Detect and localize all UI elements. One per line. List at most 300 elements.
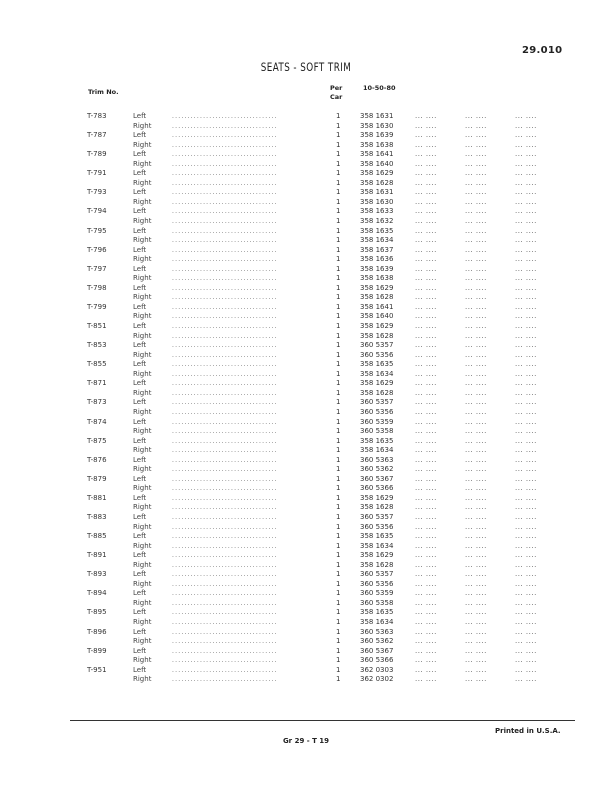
leader-dots: .................................. [172,408,278,416]
parts-table [0,112,612,685]
part-number: 358 1638 [360,140,394,149]
side-label: Right [133,656,152,665]
trim-number: T-893 [87,570,107,579]
part-number: 360 5366 [360,484,394,493]
leader-dots: .................................. [172,647,278,655]
side-label: Left [133,283,147,292]
blank-entry: ... .... [515,417,537,426]
blank-entry: ... .... [415,112,437,120]
quantity-per-car: 1 [336,302,341,311]
leader-dots: .................................. [172,198,278,206]
table-row [0,427,612,437]
blank-entry: ... .... [415,159,437,168]
blank-entry: ... .... [415,627,437,636]
part-number: 358 1635 [360,436,394,445]
blank-entry: ... .... [515,551,537,560]
part-number: 358 1629 [360,379,394,388]
blank-entry: ... .... [515,274,537,283]
blank-entry: ... .... [515,484,537,493]
table-row [0,160,612,170]
quantity-per-car: 1 [336,656,341,665]
blank-entry: ... .... [415,322,437,331]
leader-dots: .................................. [172,399,278,407]
blank-entry: ... .... [515,608,537,617]
blank-entry: ... .... [415,532,437,541]
table-row [0,284,612,294]
blank-entry: ... .... [465,398,487,407]
trim-number: T-851 [87,322,107,331]
blank-entry: ... .... [415,446,437,455]
trim-number: T-875 [87,436,107,445]
leader-dots: .................................. [172,504,278,512]
blank-entry: ... .... [415,417,437,426]
blank-entry: ... .... [465,159,487,168]
page-number: 29.010 [522,45,563,56]
blank-entry: ... .... [465,446,487,455]
blank-entry: ... .... [415,379,437,388]
blank-entry: ... .... [515,446,537,455]
part-number: 360 5356 [360,579,394,588]
side-label: Right [133,369,152,378]
part-number: 358 1630 [360,197,394,206]
leader-dots: .................................. [172,485,278,493]
table-row [0,608,612,618]
blank-entry: ... .... [415,617,437,626]
blank-entry: ... .... [465,493,487,502]
side-label: Right [133,675,152,684]
quantity-per-car: 1 [336,608,341,617]
quantity-per-car: 1 [336,503,341,512]
blank-entry: ... .... [415,570,437,579]
quantity-per-car: 1 [336,341,341,350]
blank-entry: ... .... [515,379,537,388]
part-number: 358 1629 [360,169,394,178]
trim-number: T-799 [87,302,107,311]
table-row [0,628,612,638]
part-number: 362 0302 [360,675,394,684]
column-header-per-car [330,84,342,102]
leader-dots: .................................. [172,284,278,292]
blank-entry: ... .... [465,532,487,541]
table-row [0,666,612,676]
quantity-per-car: 1 [336,150,341,159]
table-row [0,379,612,389]
table-row [0,370,612,380]
blank-entry: ... .... [415,178,437,187]
blank-entry: ... .... [465,350,487,359]
quantity-per-car: 1 [336,598,341,607]
quantity-per-car: 1 [336,226,341,235]
table-row [0,418,612,428]
leader-dots: .................................. [172,218,278,226]
side-label: Left [133,646,147,655]
leader-dots: .................................. [172,303,278,311]
blank-entry: ... .... [515,283,537,292]
blank-entry: ... .... [465,150,487,159]
leader-dots: .................................. [172,542,278,550]
blank-entry: ... .... [465,217,487,226]
blank-entry: ... .... [515,293,537,302]
table-row [0,112,612,122]
blank-entry: ... .... [515,178,537,187]
quantity-per-car: 1 [336,637,341,646]
part-number: 360 5363 [360,627,394,636]
side-label: Right [133,312,152,321]
side-label: Left [133,207,147,216]
part-number: 360 5357 [360,512,394,521]
blank-entry: ... .... [465,637,487,646]
blank-entry: ... .... [415,369,437,378]
table-row [0,322,612,332]
part-number: 358 1636 [360,255,394,264]
part-number: 360 5359 [360,417,394,426]
blank-entry: ... .... [415,331,437,340]
blank-entry: ... .... [415,245,437,254]
table-row [0,513,612,523]
table-row [0,523,612,533]
quantity-per-car: 1 [336,427,341,436]
leader-dots: .................................. [172,494,278,502]
leader-dots: .................................. [172,571,278,579]
blank-entry: ... .... [515,665,537,674]
blank-entry: ... .... [515,159,537,168]
side-label: Left [133,417,147,426]
table-row [0,446,612,456]
part-number: 358 1634 [360,369,394,378]
trim-number: T-895 [87,608,107,617]
table-row [0,437,612,447]
blank-entry: ... .... [465,646,487,655]
leader-dots: .................................. [172,523,278,531]
part-number: 360 5362 [360,465,394,474]
quantity-per-car: 1 [336,522,341,531]
leader-dots: .................................. [172,418,278,426]
side-label: Right [133,465,152,474]
blank-entry: ... .... [515,264,537,273]
blank-entry: ... .... [515,312,537,321]
table-row [0,589,612,599]
trim-number: T-879 [87,474,107,483]
trim-number: T-885 [87,532,107,541]
part-number: 360 5356 [360,407,394,416]
trim-number: T-793 [87,188,107,197]
blank-entry: ... .... [515,398,537,407]
blank-entry: ... .... [415,226,437,235]
blank-entry: ... .... [515,646,537,655]
table-row [0,246,612,256]
blank-entry: ... .... [515,197,537,206]
side-label: Left [133,436,147,445]
blank-entry: ... .... [515,455,537,464]
blank-entry: ... .... [515,217,537,226]
side-label: Right [133,579,152,588]
table-row [0,637,612,647]
quantity-per-car: 1 [336,350,341,359]
leader-dots: .................................. [172,265,278,273]
side-label: Right [133,388,152,397]
leader-dots: .................................. [172,389,278,397]
part-number: 358 1628 [360,503,394,512]
side-label: Left [133,226,147,235]
side-label: Left [133,379,147,388]
table-row [0,198,612,208]
side-label: Right [133,637,152,646]
blank-entry: ... .... [415,274,437,283]
blank-entry: ... .... [415,207,437,216]
part-number: 358 1633 [360,207,394,216]
blank-entry: ... .... [515,207,537,216]
blank-entry: ... .... [415,264,437,273]
blank-entry: ... .... [415,579,437,588]
quantity-per-car: 1 [336,570,341,579]
table-row [0,503,612,513]
quantity-per-car: 1 [336,159,341,168]
side-label: Left [133,570,147,579]
quantity-per-car: 1 [336,178,341,187]
table-row [0,122,612,132]
blank-entry: ... .... [465,465,487,474]
blank-entry: ... .... [465,512,487,521]
blank-entry: ... .... [415,350,437,359]
blank-entry: ... .... [515,541,537,550]
part-number: 358 1635 [360,532,394,541]
blank-entry: ... .... [515,532,537,541]
leader-dots: .................................. [172,428,278,436]
leader-dots: .................................. [172,580,278,588]
side-label: Right [133,350,152,359]
part-number: 360 5357 [360,341,394,350]
blank-entry: ... .... [465,608,487,617]
side-label: Left [133,169,147,178]
blank-entry: ... .... [415,398,437,407]
part-number: 358 1641 [360,150,394,159]
trim-number: T-796 [87,245,107,254]
table-row [0,494,612,504]
quantity-per-car: 1 [336,512,341,521]
leader-dots: .................................. [172,294,278,302]
blank-entry: ... .... [415,255,437,264]
trim-number: T-881 [87,493,107,502]
blank-entry: ... .... [415,522,437,531]
blank-entry: ... .... [415,455,437,464]
leader-dots: .................................. [172,361,278,369]
leader-dots: .................................. [172,208,278,216]
leader-dots: .................................. [172,256,278,264]
blank-entry: ... .... [415,197,437,206]
quantity-per-car: 1 [336,579,341,588]
blank-entry: ... .... [415,675,437,684]
blank-entry: ... .... [415,608,437,617]
blank-entry: ... .... [465,302,487,311]
quantity-per-car: 1 [336,407,341,416]
part-number: 358 1628 [360,388,394,397]
quantity-per-car: 1 [336,322,341,331]
trim-number: T-874 [87,417,107,426]
table-row [0,274,612,284]
leader-dots: .................................. [172,332,278,340]
blank-entry: ... .... [465,341,487,350]
part-number: 360 5358 [360,427,394,436]
blank-entry: ... .... [515,369,537,378]
quantity-per-car: 1 [336,675,341,684]
leader-dots: .................................. [172,552,278,560]
leader-dots: .................................. [172,676,278,684]
quantity-per-car: 1 [336,436,341,445]
blank-entry: ... .... [515,560,537,569]
blank-entry: ... .... [415,503,437,512]
blank-entry: ... .... [465,274,487,283]
side-label: Right [133,236,152,245]
quantity-per-car: 1 [336,217,341,226]
quantity-per-car: 1 [336,131,341,140]
blank-entry: ... .... [515,675,537,684]
side-label: Right [133,121,152,130]
leader-dots: .................................. [172,351,278,359]
leader-dots: .................................. [172,561,278,569]
leader-dots: .................................. [172,237,278,245]
table-row [0,675,612,685]
blank-entry: ... .... [465,245,487,254]
side-label: Left [133,589,147,598]
part-number: 360 5367 [360,646,394,655]
blank-entry: ... .... [465,455,487,464]
blank-entry: ... .... [465,484,487,493]
blank-entry: ... .... [465,427,487,436]
blank-entry: ... .... [415,541,437,550]
trim-number: T-787 [87,131,107,140]
leader-dots: .................................. [172,323,278,331]
blank-entry: ... .... [415,646,437,655]
trim-number: T-853 [87,341,107,350]
blank-entry: ... .... [465,579,487,588]
blank-entry: ... .... [415,637,437,646]
blank-entry: ... .... [515,617,537,626]
leader-dots: .................................. [172,628,278,636]
blank-entry: ... .... [465,169,487,178]
quantity-per-car: 1 [336,112,341,120]
blank-entry: ... .... [465,379,487,388]
table-row [0,389,612,399]
side-label: Right [133,598,152,607]
side-label: Right [133,140,152,149]
blank-entry: ... .... [515,150,537,159]
leader-dots: .................................. [172,466,278,474]
quantity-per-car: 1 [336,398,341,407]
part-number: 358 1629 [360,493,394,502]
part-number: 360 5367 [360,474,394,483]
leader-dots: .................................. [172,638,278,646]
leader-dots: .................................. [172,590,278,598]
blank-entry: ... .... [465,293,487,302]
column-header-date: 10-50-80 [363,84,396,92]
part-number: 360 5356 [360,350,394,359]
blank-entry: ... .... [465,541,487,550]
page-title: SEATS - SOFT TRIM [260,60,352,74]
table-row [0,207,612,217]
part-number: 360 5366 [360,656,394,665]
blank-entry: ... .... [415,131,437,140]
side-label: Left [133,665,147,674]
trim-number: T-789 [87,150,107,159]
side-label: Left [133,188,147,197]
blank-entry: ... .... [515,427,537,436]
side-label: Right [133,178,152,187]
quantity-per-car: 1 [336,493,341,502]
printed-in-usa: Printed in U.S.A. [495,727,561,735]
side-label: Right [133,446,152,455]
table-row [0,236,612,246]
blank-entry: ... .... [515,598,537,607]
blank-entry: ... .... [515,474,537,483]
blank-entry: ... .... [515,407,537,416]
part-number: 358 1639 [360,264,394,273]
blank-entry: ... .... [515,360,537,369]
blank-entry: ... .... [465,264,487,273]
part-number: 358 1629 [360,322,394,331]
quantity-per-car: 1 [336,455,341,464]
leader-dots: .................................. [172,179,278,187]
quantity-per-car: 1 [336,369,341,378]
side-label: Right [133,255,152,264]
blank-entry: ... .... [415,465,437,474]
blank-entry: ... .... [515,570,537,579]
trim-number: T-894 [87,589,107,598]
trim-number: T-795 [87,226,107,235]
quantity-per-car: 1 [336,417,341,426]
side-label: Left [133,493,147,502]
side-label: Right [133,503,152,512]
quantity-per-car: 1 [336,255,341,264]
blank-entry: ... .... [465,322,487,331]
part-number: 358 1628 [360,178,394,187]
blank-entry: ... .... [465,617,487,626]
table-row [0,265,612,275]
side-label: Left [133,112,147,120]
quantity-per-car: 1 [336,312,341,321]
blank-entry: ... .... [415,388,437,397]
leader-dots: .................................. [172,275,278,283]
table-row [0,656,612,666]
quantity-per-car: 1 [336,551,341,560]
blank-entry: ... .... [465,522,487,531]
leader-dots: .................................. [172,618,278,626]
part-number: 362 0303 [360,665,394,674]
table-row [0,217,612,227]
part-number: 360 5356 [360,522,394,531]
side-label: Right [133,197,152,206]
quantity-per-car: 1 [336,617,341,626]
part-number: 358 1634 [360,541,394,550]
blank-entry: ... .... [465,503,487,512]
blank-entry: ... .... [465,589,487,598]
side-label: Left [133,474,147,483]
leader-dots: .................................. [172,113,278,120]
quantity-per-car: 1 [336,589,341,598]
blank-entry: ... .... [465,112,487,120]
blank-entry: ... .... [465,627,487,636]
blank-entry: ... .... [515,579,537,588]
table-row [0,179,612,189]
table-row [0,570,612,580]
table-row [0,169,612,179]
blank-entry: ... .... [415,407,437,416]
blank-entry: ... .... [415,140,437,149]
part-number: 358 1637 [360,245,394,254]
part-number: 358 1631 [360,112,394,120]
side-label: Right [133,522,152,531]
blank-entry: ... .... [515,302,537,311]
leader-dots: .................................. [172,513,278,521]
